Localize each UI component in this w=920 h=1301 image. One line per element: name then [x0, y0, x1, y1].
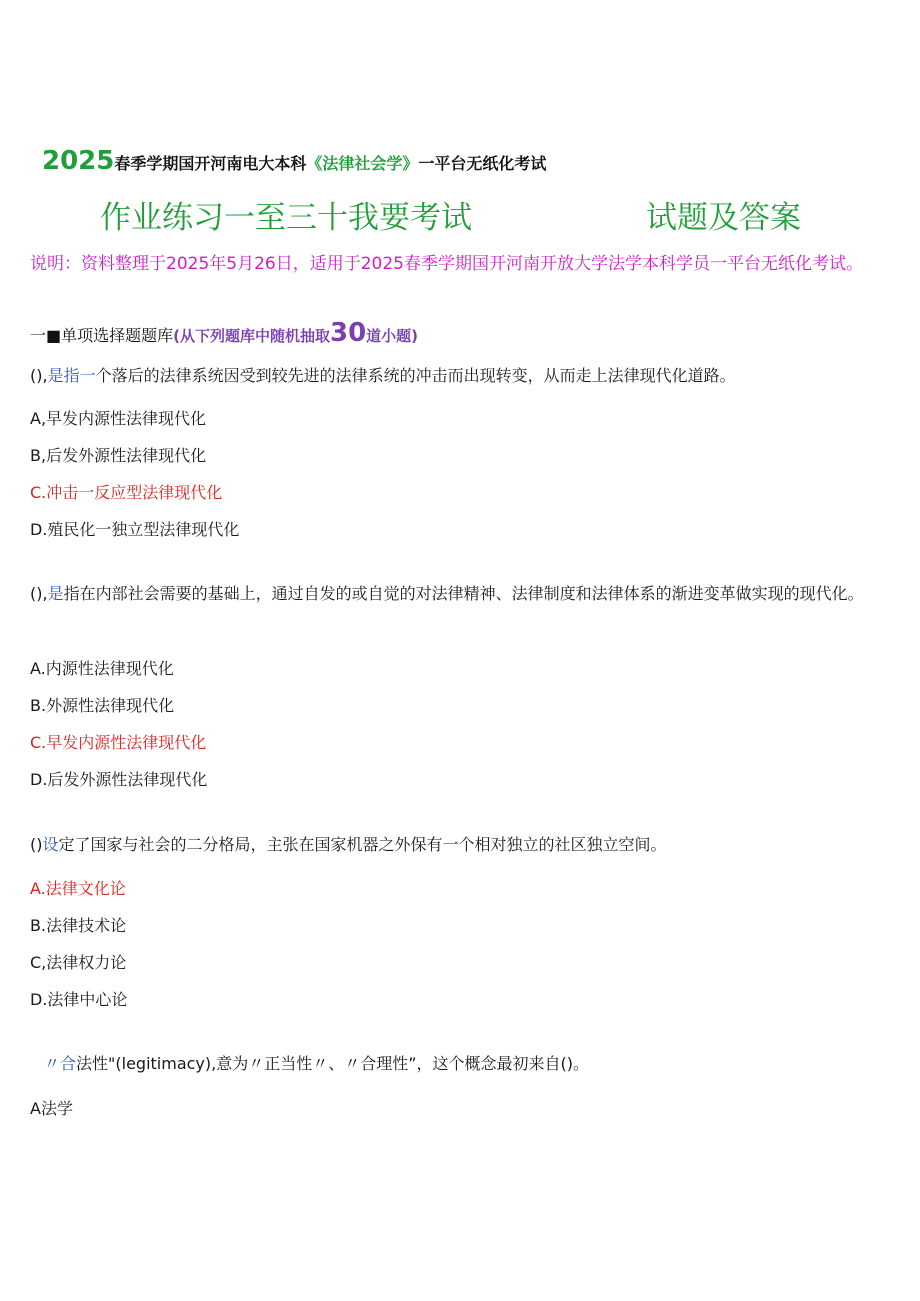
option-c: C,法律权力论 — [30, 953, 127, 972]
stem-lead: 〃 — [44, 1054, 61, 1073]
stem-text: 法性"(legitimacy),意为〃正当性〃、〃合理性”，这个概念最初来自()。 — [76, 1054, 590, 1073]
option-b: B.外源性法律现代化 — [30, 696, 175, 715]
stem-lead: (), — [30, 366, 48, 385]
section-paren-close: 道小题) — [366, 327, 419, 345]
subtitle-left: 作业练习一至三十我要考试 — [100, 200, 472, 236]
option-b: B.法律技术论 — [30, 916, 127, 935]
section-prefix: 一■单项选择题题库 — [30, 326, 174, 345]
option-a: A法学 — [30, 1099, 73, 1118]
option-a: A.内源性法律现代化 — [30, 659, 174, 678]
stem-lead: () — [30, 835, 43, 854]
stem-highlight: 是指一 — [47, 366, 96, 385]
stem-highlight: 设 — [42, 835, 59, 854]
stem-text: 指在内部社会需要的基础上，通过自发的或自觉的对法律精神、法律制度和法律体系的渐进变革做实现的现代化。 — [63, 584, 864, 603]
question-stem — [44, 1045, 894, 1082]
option-d: D.殖民化一独立型法律现代化 — [30, 520, 240, 539]
question-stem — [30, 575, 880, 612]
stem-highlight: 合 — [60, 1054, 77, 1073]
option-c-correct: C.冲击一反应型法律现代化 — [30, 483, 223, 502]
title-end: 一平台无纸化考试 — [418, 154, 547, 173]
stem-lead: (), — [30, 584, 48, 603]
option-a: A,早发内源性法律现代化 — [30, 409, 207, 428]
document-title — [42, 146, 546, 176]
document-subtitle — [100, 192, 801, 237]
option-d: D.后发外源性法律现代化 — [30, 770, 208, 789]
option-d: D.法律中心论 — [30, 990, 128, 1009]
stem-text: 个落后的法律系统因受到较先进的法律系统的冲击而出现转变，从而走上法律现代化道路。 — [95, 366, 736, 385]
title-course: 《法律社会学》 — [306, 154, 419, 173]
section-count: 30 — [329, 318, 367, 348]
section-heading — [30, 318, 418, 348]
section-paren-open: (从下列题库中随机抽取 — [173, 327, 330, 345]
stem-text: 定了国家与社会的二分格局，主张在国家机器之外保有一个相对独立的社区独立空间。 — [58, 835, 667, 854]
question-stem — [30, 826, 880, 863]
option-b: B,后发外源性法律现代化 — [30, 446, 207, 465]
option-c-correct: C.早发内源性法律现代化 — [30, 733, 207, 752]
title-mid: 春季学期国开河南电大本科 — [114, 154, 307, 173]
question-stem — [30, 357, 880, 394]
document-note: 说明：资料整理于2025年5月26日，适用于2025春季学期国开河南开放大学法学本科学员一平台无纸化考试。 — [30, 254, 863, 274]
option-a-correct: A.法律文化论 — [30, 879, 126, 898]
subtitle-right: 试题及答案 — [646, 200, 801, 236]
title-year: 2025 — [42, 146, 115, 176]
stem-highlight: 是 — [47, 584, 64, 603]
